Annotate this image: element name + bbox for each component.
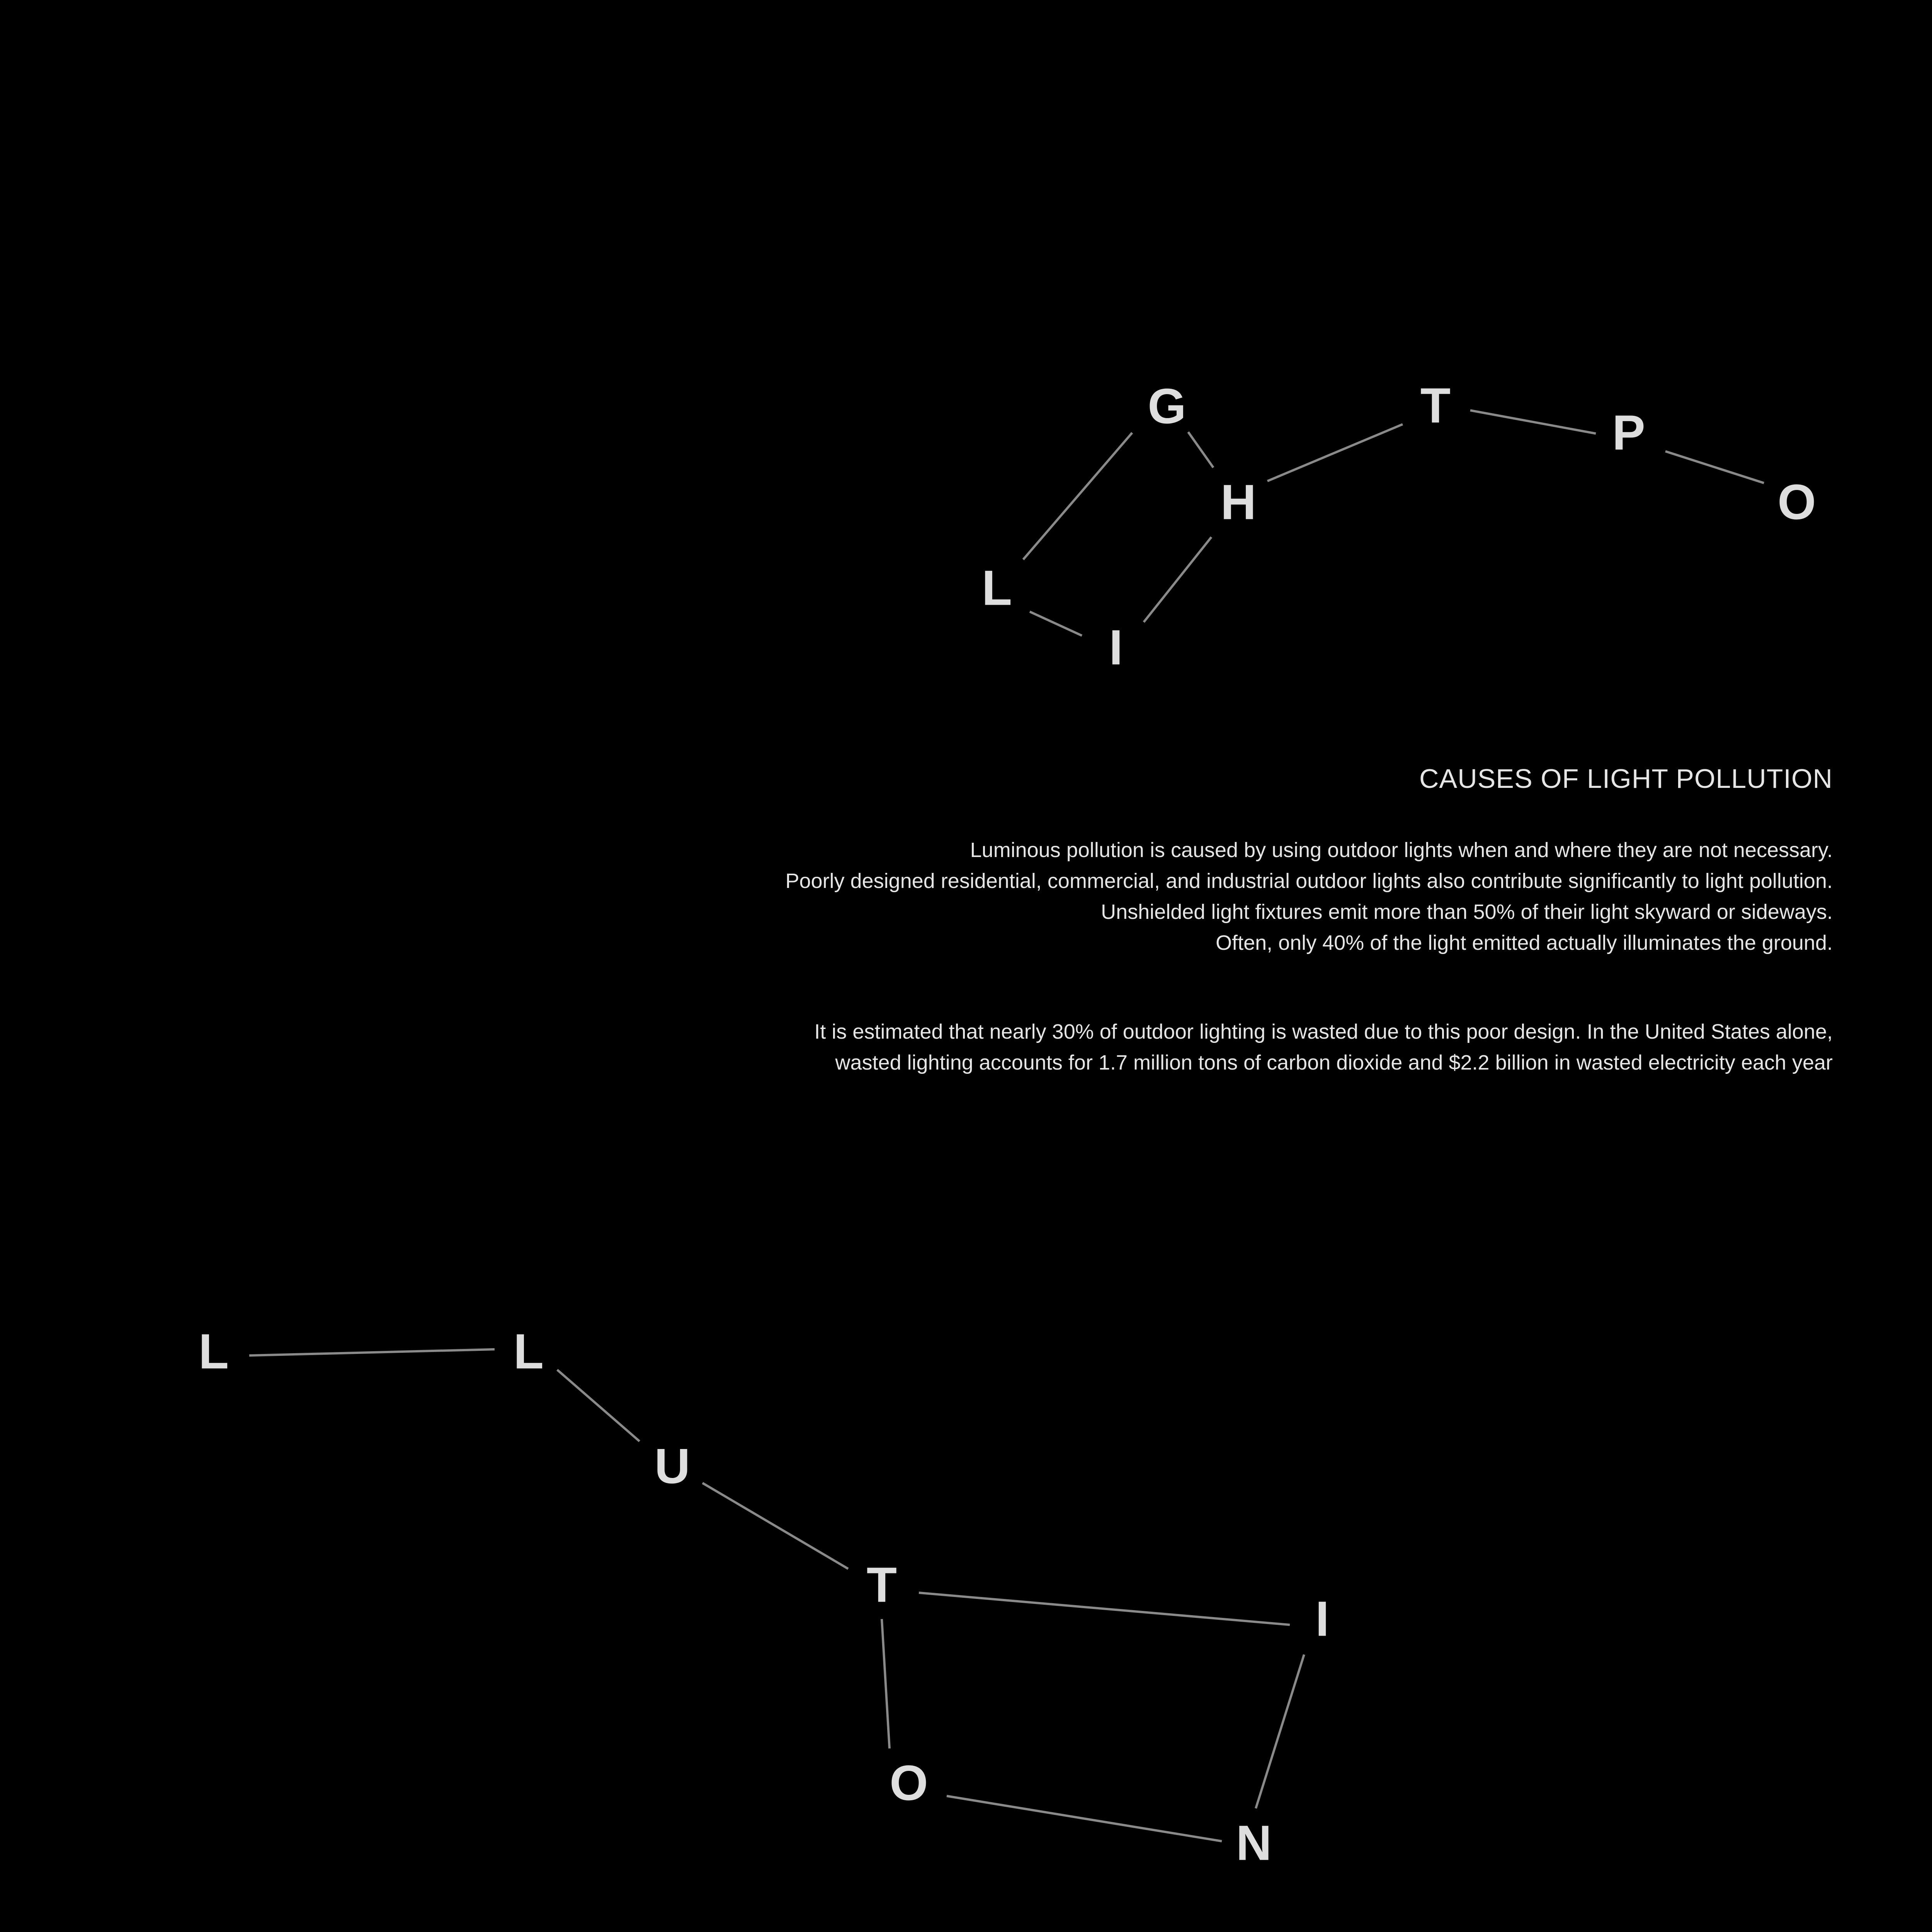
paragraph-line: Unshielded light fixtures emit more than 50% of their light skyward or sideways. (1101, 900, 1833, 923)
constellation-letter: H (1220, 474, 1257, 530)
paragraph-line: wasted lighting accounts for 1.7 million tons of carbon dioxide and $2.2 billion in wasted electricity each year (835, 1051, 1833, 1074)
constellation-letter: O (1777, 474, 1816, 530)
constellation-letter: T (866, 1557, 897, 1613)
paragraph-line: Poorly designed residential, commercial, and industrial outdoor lights also contribute significantly to light pollution. (785, 869, 1833, 893)
paragraph-line: Often, only 40% of the light emitted actually illuminates the ground. (1216, 931, 1833, 954)
constellation-edge (1665, 451, 1764, 483)
constellation-letter: N (1236, 1815, 1272, 1871)
paragraph-waste (442, 1016, 1833, 1078)
constellation-letter: L (981, 560, 1012, 616)
section-title: CAUSES OF LIGHT POLLUTION (1419, 764, 1833, 794)
constellation-edge (882, 1619, 889, 1748)
constellation-letter: O (889, 1755, 928, 1811)
constellation-letter: I (1109, 620, 1123, 675)
constellation-top (982, 378, 1816, 675)
constellation-letter: U (654, 1439, 690, 1494)
constellation-edge (1023, 433, 1132, 560)
constellation-letter: L (513, 1324, 544, 1379)
constellation-edge (1188, 432, 1213, 468)
constellation-letter: G (1148, 379, 1186, 434)
constellation-edge (1267, 424, 1403, 481)
constellation-edge (1256, 1655, 1304, 1808)
constellation-edge (1144, 537, 1211, 622)
constellation-edge (947, 1796, 1222, 1841)
constellation-letter: L (198, 1324, 229, 1379)
constellation-bottom (199, 1324, 1329, 1871)
constellation-letter: T (1420, 378, 1451, 434)
constellation-edge (1030, 612, 1082, 636)
constellation-edge (919, 1593, 1290, 1625)
constellation-letter: P (1612, 405, 1645, 461)
constellation-edge (702, 1483, 848, 1569)
paragraph-causes (442, 835, 1833, 958)
paragraph-line: Luminous pollution is caused by using outdoor lights when and where they are not necessary. (970, 838, 1833, 862)
constellation-edge (1470, 410, 1596, 434)
constellation-letter: I (1315, 1591, 1329, 1647)
constellation-edge (557, 1370, 639, 1441)
constellation-edge (249, 1349, 495, 1355)
paragraph-line: It is estimated that nearly 30% of outdoor lighting is wasted due to this poor design. In the United States alone, (814, 1020, 1833, 1043)
